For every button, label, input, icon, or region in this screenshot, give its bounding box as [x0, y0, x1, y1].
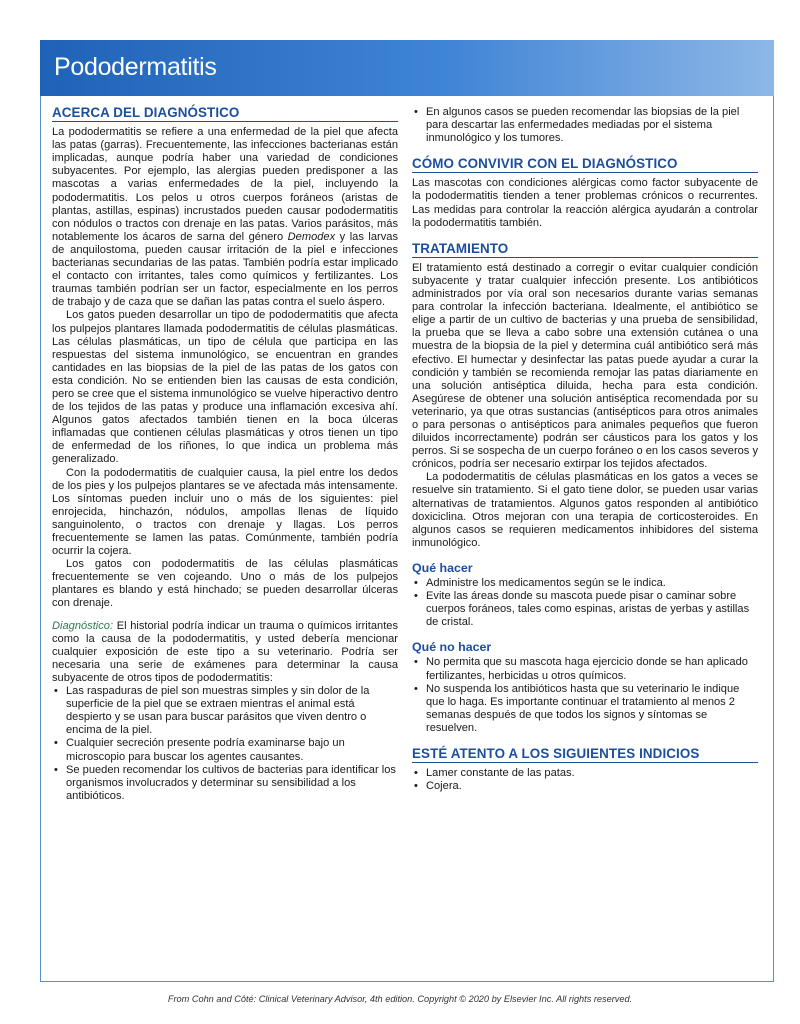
paragraph-living: Las mascotas con condiciones alérgicas como factor subyacente de la pododermatitis tienden a tener problemas crónicos o recurrentes. Las medidas para controlar la reacción alérgica ayudarán a controlar la pododermatitis también.: [412, 177, 758, 229]
paragraph-cats: Los gatos pueden desarrollar un tipo de pododermatitis que afecta los pulpejos plantares llamada pododermatitis de células plasmáticas. Las células plasmáticas, un tipo de célula que participa en las respuestas del sistema inmunológico, se encuentran en grandes cantidades en las biopsias de la piel de las patas de los gatos con esta condición. No se entienden bien las causas de esta condición, pero se cree que el sistema inmunológico se vuelve hiperactivo dentro de los tejidos de las patas y produce una inflamación excesiva ahí. Algunos gatos afectados también tienen en la boca úlceras inflamadas que contienen células plasmáticas y otros tienen un tipo de enfermedad de los riñones, lo que indica un problema más generalizado.: [52, 309, 398, 466]
list-item: • Se pueden recomendar los cultivos de bacterias para identificar los organismos involucrados y determinar su sensibilidad a los antibióticos.: [54, 763, 396, 802]
diagnosis-label: Diagnóstico:: [52, 619, 114, 632]
heading-about-diagnosis: ACERCA DEL DIAGNÓSTICO: [52, 106, 398, 122]
bullet-icon: •: [54, 685, 58, 698]
paragraph-diagnosis: Diagnóstico: El historial podría indicar un trauma o químicos irritantes como la causa de la pododermatitis, y usted debería mencionar cualquier exposición de este tipo a su veterinario. Podría ser necesaria una serie de exámenes para determinar la causa subyacente de otros tipos de pododermatitis:: [52, 619, 398, 684]
list-item: • Evite las áreas donde su mascota puede pisar o caminar sobre cuerpos foráneos, tales como espinas, aristas de yerbas y astillas de cristal.: [414, 590, 750, 629]
bullet-icon: •: [414, 590, 418, 603]
title-banner: [40, 40, 774, 96]
do-list: [412, 577, 758, 629]
list-item: • Lamer constante de las patas.: [414, 767, 575, 780]
watch-list: [412, 767, 758, 793]
bullet-icon: •: [414, 656, 418, 669]
dont-list: [412, 656, 758, 735]
demodex-term: Demodex: [287, 230, 336, 243]
diagnosis-list: [52, 685, 398, 803]
bullet-icon: •: [54, 737, 58, 750]
left-column: [52, 106, 398, 803]
paragraph-treatment-cats: La pododermatitis de células plasmáticas en los gatos a veces se resuelve sin tratamiento. Si el gato tiene dolor, se pueden usar varias alternativas de tratamientos. Algunos gatos responden al antibiótico doxiciclina. Otros mejoran con una terapia de corticosteroides. En algunos casos se requieren medicamentos inhibidores del sistema inmunológico.: [412, 471, 758, 549]
page-title: Pododermatitis: [54, 53, 217, 81]
list-item: • En algunos casos se pueden recomendar las biopsias de la piel para descartar las enfermedades mediadas por el sistema inmunológico y los tumores.: [414, 106, 740, 145]
list-item: • Cojera.: [414, 780, 462, 793]
heading-do: Qué hacer: [412, 560, 473, 575]
list-item: • Las raspaduras de piel son muestras simples y sin dolor de la superficie de la piel que se extraen mientras el animal está despierto y se usan para buscar parásitos que viven dentro o encima de la piel.: [54, 685, 370, 737]
bullet-icon: •: [414, 682, 418, 695]
copyright-footer: From Cohn and Côté: Clinical Veterinary Advisor, 4th edition. Copyright © 2020 by Elsevier Inc. All rights reserved.: [167, 994, 633, 1004]
paragraph-cats-lameness: Los gatos con pododermatitis de las células plasmáticas frecuentemente se ven cojeando. Uno o más de los pulpejos plantares es blando y está hinchado; se pueden desarrollar úlceras con drenaje.: [52, 558, 398, 610]
heading-treatment: TRATAMIENTO: [412, 242, 758, 258]
heading-living-with-diagnosis: CÓMO CONVIVIR CON EL DIAGNÓSTICO: [412, 157, 758, 173]
bullet-icon: •: [414, 106, 418, 118]
list-item: • Cualquier secreción presente podría examinarse bajo un microscopio para buscar los agentes causantes.: [54, 737, 345, 763]
biopsy-list: [412, 106, 758, 145]
paragraph-treatment: El tratamiento está destinado a corregir o evitar cualquier condición subyacente y tratar cualquier infección presente. Los antibióticos administrados por vía oral son necesarios durante varias semanas para controlar la infección bacteriana. Idealmente, el antibiótico se elige a partir de un cultivo de bacterias y una prueba de sensibilidad, la prueba que se lleva a cabo sobre una extensión cutánea o una muestra de la biopsia de la piel y determina cuál antibiótico será más efectivo. El humectar y desinfectar las patas puede ayudar a curar la condición y también se recomienda remojar las patas diariamente en una solución antiséptica diluida, hecha para esta condición. Asegúrese de obtener una solución antiséptica recomendada por su veterinario, ya que otras sustancias (antisépticos para otros animales o para personas o antisépticos para animales pequeños que fueron diluidos incorrectamente) podrán ser cáusticos para los gatos y los perros. Si se sospecha de un cuerpo foráneo o en los casos severos y crónicos, podría ser necesario extirpar los tejidos afectados.: [412, 261, 758, 471]
heading-watch-for: ESTÉ ATENTO A LOS SIGUIENTES INDICIOS: [412, 747, 758, 763]
bullet-icon: •: [54, 763, 58, 776]
bullet-icon: •: [414, 577, 418, 589]
paragraph-symptoms: Con la pododermatitis de cualquier causa, la piel entre los dedos de los pies y los pulpejos plantares se ve afectada más intensamente. Los síntomas pueden incluir uno o más de los siguientes: piel enrojecida, hinchazón, nódulos, ampollas llenas de líquido sanguinolento, o tractos con drenaje y llagas. Los perros frecuentemente se lamen las patas. Comúnmente, también podría ocurrir la cojera.: [52, 466, 398, 558]
bullet-icon: •: [414, 767, 418, 780]
paragraph-overview: La pododermatitis se refiere a una enfermedad de la piel que afecta las patas (garras). Frecuentemente, las infecciones bacterianas están implicadas, aunque podría haber una variedad de condiciones subyacentes. Por ejemplo, las alergias pueden predisponer a las mascotas a varias enfermedades de la piel, incluyendo la pododermatitis. Los pelos u otros cuerpos foráneos (aristas de plantas, astillas, espinas) incrustados pueden causar pododermatitis con nódulos o tractos con drenaje en las patas. Varios parásitos, más notablemente los ácaros de sarna del género Demodex y las larvas de anquilostoma, pueden causar irritación de la piel e infecciones bacterianas secundarias de las patas. También podría estar implicado el contacto con irritantes, tales como químicos y fertilizantes. Los traumas también podrían ser un factor, especialmente en los perros de trabajo y de caza que se dañan las patas contra el suelo áspero.: [52, 126, 398, 309]
list-item: • Administre los medicamentos según se le indica.: [414, 577, 666, 589]
right-column: [412, 106, 758, 793]
heading-dont: Qué no hacer: [412, 640, 492, 655]
list-item: • No permita que su mascota haga ejercicio donde se han aplicado fertilizantes, herbicidas u otros químicos.: [414, 656, 748, 682]
bullet-icon: •: [414, 780, 418, 793]
list-item: • No suspenda los antibióticos hasta que su veterinario le indique que lo haga. Es importante continuar el tratamiento al menos 2 semanas después de que todos los signos y síntomas se resuelven.: [414, 682, 740, 734]
